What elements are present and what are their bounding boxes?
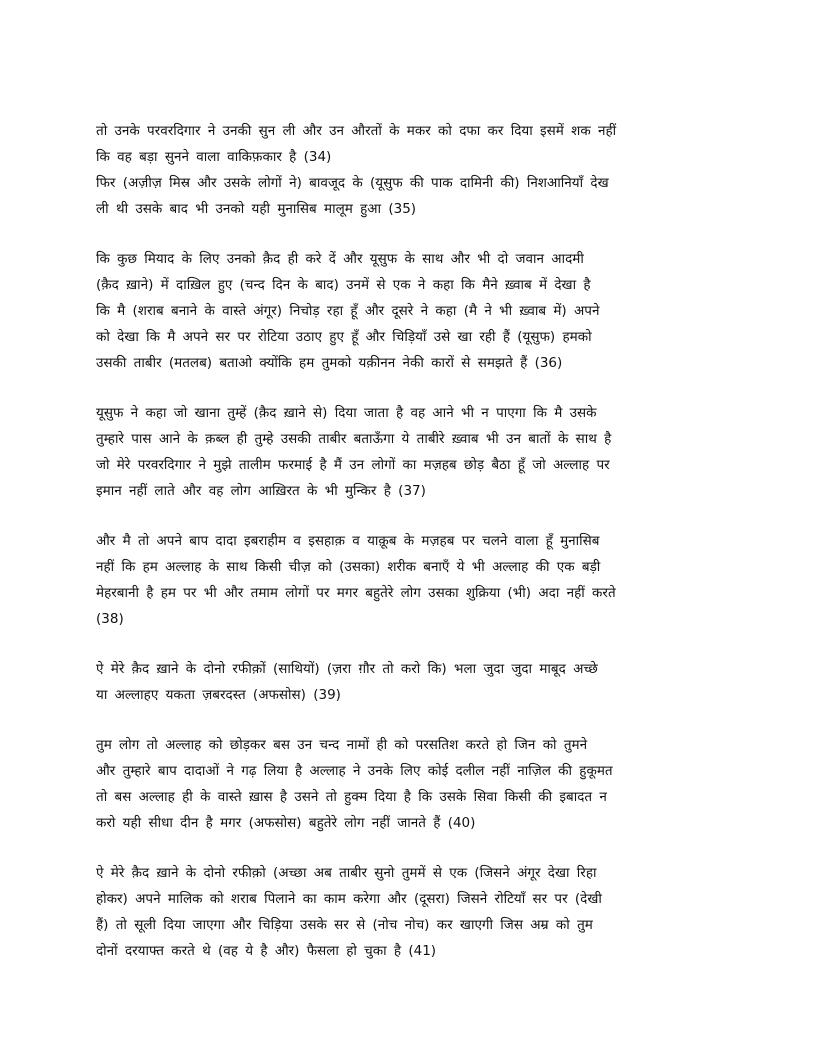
text-line: या अल्लाहए यकता ज़बरदस्त (अफसोस) (39) <box>96 687 341 703</box>
text-line: ऐ मेरे क़ैद ख़ाने के दोनो रफीक़ो (अच्छा अब ताबीर सुनो तुममें से एक (जिसने अंगूर देखा रिहा <box>96 865 597 881</box>
paragraph-3 <box>96 400 722 504</box>
text-line: जो मेरे परवरदिगार ने मुझे तालीम फरमाई है मैं उन लोगों का मज़हब छोड़ बैठा हूँ जो अल्लाह पर <box>96 457 610 473</box>
paragraph-6 <box>96 732 722 836</box>
text-line: यूसुफ ने कहा जो खाना तुम्हें (क़ैद ख़ाने से) दिया जाता है वह आने भी न पाएगा कि मै उसके <box>96 405 597 421</box>
text-line: करो यही सीधा दीन है मगर (अफसोस) बहुतेरे लोग नहीं जानते हैं (40) <box>96 815 476 831</box>
text-line: को देखा कि मै अपने सर पर रोटिया उठाए हुए हूँ और चिड़ियाँ उसे खा रही हैं (यूसुफ) हमको <box>96 329 592 345</box>
text-line: तो बस अल्लाह ही के वास्ते ख़ास है उसने तो हुक्म दिया है कि उसके सिवा किसी की इबादत न <box>96 789 607 805</box>
text-line: ली थी उसके बाद भी उनको यही मुनासिब मालूम हुआ (35) <box>96 201 417 217</box>
text-line: होकर) अपने मालिक को शराब पिलाने का काम करेगा और (दूसरा) जिसने रोटियाँ सर पर (देखी <box>96 891 602 907</box>
text-line: उसकी ताबीर (मतलब) बताओ क्योंकि हम तुमको यक़ीनन नेकी कारों से समझते हैं (36) <box>96 355 563 371</box>
text-line: और तुम्हारे बाप दादाओं ने गढ़ लिया है अल्लाह ने उनके लिए कोई दलील नहीं नाज़िल की हुकूमत <box>96 763 613 779</box>
paragraph-4 <box>96 528 722 632</box>
text-line: (क़ैद ख़ाने) में दाख़िल हुए (चन्द दिन के बाद) उनमें से एक ने कहा कि मैने ख़्वाब में देखा है <box>96 277 591 293</box>
text-line: इमान नहीं लाते और वह लोग आख़िरत के भी मुन्किर है (37) <box>96 483 426 499</box>
paragraph-2 <box>96 246 722 376</box>
text-line: (38) <box>96 611 124 627</box>
text-line: तो उनके परवरदिगार ने उनकी सुन ली और उन औरतों के मकर को दफा कर दिया इसमें शक नहीं <box>96 123 617 139</box>
paragraph-1 <box>96 118 722 222</box>
text-line: हैं) तो सूली दिया जाएगा और चिड़िया उसके सर से (नोच नोच) कर खाएगी जिस अम्र को तुम <box>96 917 593 933</box>
text-line: कि कुछ मियाद के लिए उनको क़ैद ही करे दें और यूसुफ के साथ और भी दो जवान आदमी <box>96 251 584 267</box>
text-line: और मै तो अपने बाप दादा इबराहीम व इसहाक़ व याक़ूब के मज़हब पर चलने वाला हूँ मुनासिब <box>96 533 600 549</box>
text-line: कि मै (शराब बनाने के वास्ते अंगूर) निचोड़ रहा हूँ और दूसरे ने कहा (मै ने भी ख़्वाब में) अपने <box>96 303 600 319</box>
text-line: मेहरबानी है हम पर भी और तमाम लोगों पर मगर बहुतेरे लोग उसका शुक्रिया (भी) अदा नहीं करते <box>96 585 616 601</box>
text-line: फिर (अज़ीज़ मिस्र और उसके लोगों ने) बावजूद के (यूसुफ की पाक दामिनी की) निशआनियाँ देख <box>96 175 609 191</box>
text-line: तुम लोग तो अल्लाह को छोड़कर बस उन चन्द नामों ही को परसतिश करते हो जिन को तुमने <box>96 737 588 753</box>
text-line: ऐ मेरे क़ैद ख़ाने के दोनो रफीक़ों (साथियों) (ज़रा ग़ौर तो करो कि) भला जुदा जुदा माबूद अच्छे <box>96 661 598 677</box>
paragraph-7 <box>96 860 722 964</box>
text-line: कि वह बड़ा सुनने वाला वाकिफ़कार है (34) <box>96 149 332 165</box>
text-line: दोनों दरयाफ्त करते थे (वह ये है और) फैसला हो चुका है (41) <box>96 943 437 959</box>
document-page <box>96 118 722 988</box>
paragraph-5 <box>96 656 722 708</box>
text-line: नहीं कि हम अल्लाह के साथ किसी चीज़ को (उसका) शरीक बनाएँ ये भी अल्लाह की एक बड़ी <box>96 559 601 575</box>
text-line: तुम्हारे पास आने के क़ब्ल ही तुम्हे उसकी ताबीर बताऊँगा ये ताबीरे ख़्वाब भी उन बातों के साथ है <box>96 431 612 447</box>
